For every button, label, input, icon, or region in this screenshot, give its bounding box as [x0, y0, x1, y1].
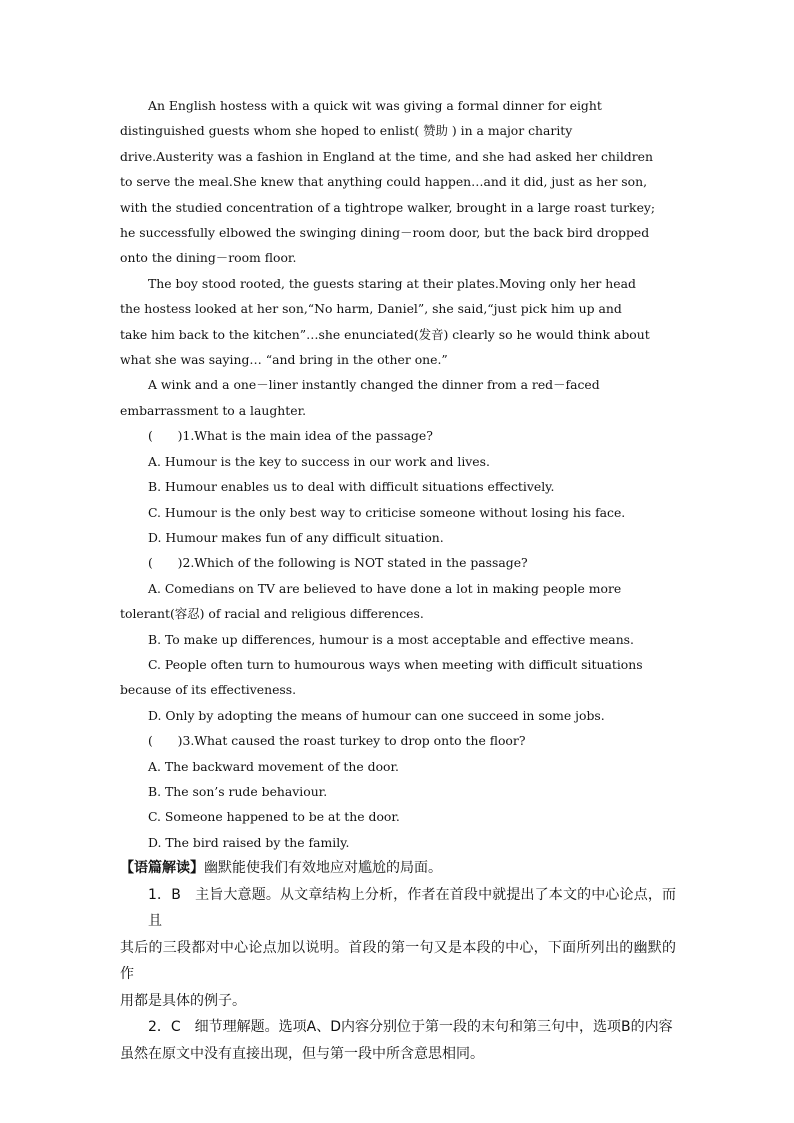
answer-option: C. Humour is the only best way to criticise someone without losing his face. — [148, 504, 626, 520]
answer-option: A. Humour is the key to success in our work and lives. — [148, 453, 490, 469]
analysis-summary-text: 幽默能使我们有效地应对尴尬的局面。 — [204, 860, 442, 877]
analysis-line: 1．B 主旨大意题。从文章结构上分析，作者在首段中就提出了本文的中心论点，而且 — [148, 886, 676, 930]
analysis-line: 其后的三段都对中心论点加以说明。首段的第一句又是本段的中心，下面所列出的幽默的作 — [120, 939, 676, 983]
answer-option-continued: tolerant(容忍) of racial and religious differences. — [120, 606, 424, 622]
text-line: distinguished guests whom she hoped to enlist( 赞助 ) in a major charity — [120, 123, 573, 139]
question-3 — [120, 728, 676, 855]
question-1 — [120, 423, 676, 550]
answer-option: D. Humour makes fun of any difficult situation. — [148, 529, 444, 545]
answer-option: C. People often turn to humourous ways when meeting with difficult situations — [148, 656, 643, 672]
text-line: A wink and a one－liner instantly changed the dinner from a red－faced — [148, 377, 600, 393]
answer-option: B. The son’s rude behaviour. — [148, 783, 328, 799]
analysis-tag: 【语篇解读】 — [120, 860, 204, 877]
answer-option: C. Someone happened to be at the door. — [148, 809, 400, 825]
analysis-section — [120, 855, 676, 1067]
text-line: he successfully elbowed the swinging dining－room door, but the back bird dropped — [120, 225, 650, 241]
text-line: onto the dining－room floor. — [120, 250, 297, 266]
passage-paragraph-3 — [120, 372, 676, 423]
analysis-line: 虽然在原文中没有直接出现，但与第一段中所含意思相同。 — [120, 1045, 484, 1062]
passage-paragraph-1 — [120, 93, 676, 271]
text-line: what she was saying… “and bring in the other one.” — [120, 352, 448, 368]
analysis-line: 2．C 细节理解题。选项A、D内容分别位于第一段的末句和第三句中，选项B的内容 — [148, 1019, 673, 1036]
passage-paragraph-2 — [120, 271, 676, 373]
analysis-summary — [120, 855, 676, 882]
text-line: An English hostess with a quick wit was giving a formal dinner for eight — [148, 98, 602, 113]
answer-option-continued: because of its effectiveness. — [120, 682, 297, 698]
text-line: to serve the meal.She knew that anything could happen…and it did, just as her son, — [120, 174, 648, 190]
text-line: The boy stood rooted, the guests staring at their plates.Moving only her head — [148, 275, 636, 291]
question-stem: ( )3.What caused the roast turkey to drop onto the floor? — [148, 733, 526, 749]
text-line: drive.Austerity was a fashion in England at the time, and she had asked her children — [120, 148, 653, 164]
text-line: embarrassment to a laughter. — [120, 402, 307, 418]
question-2 — [120, 550, 676, 728]
answer-option: A. Comedians on TV are believed to have done a lot in making people more — [148, 580, 622, 596]
text-line: the hostess looked at her son,“No harm, Daniel”, she said,“just pick him up and — [120, 301, 622, 317]
analysis-line: 用都是具体的例子。 — [120, 992, 246, 1009]
answer-option: A. The backward movement of the door. — [148, 758, 399, 774]
answer-option: B. Humour enables us to deal with difficult situations effectively. — [148, 479, 555, 495]
text-line: with the studied concentration of a tightrope walker, brought in a large roast turkey; — [120, 199, 656, 215]
answer-option: D. The bird raised by the family. — [148, 834, 350, 850]
document-content — [120, 93, 676, 1067]
text-line: take him back to the kitchen”…she enunciated(发音) clearly so he would think about — [120, 326, 650, 342]
question-stem: ( )1.What is the main idea of the passage? — [148, 428, 433, 444]
question-stem: ( )2.Which of the following is NOT stated in the passage? — [148, 555, 528, 571]
answer-option: D. Only by adopting the means of humour can one succeed in some jobs. — [148, 707, 605, 723]
answer-option: B. To make up differences, humour is a most acceptable and effective means. — [148, 631, 634, 647]
